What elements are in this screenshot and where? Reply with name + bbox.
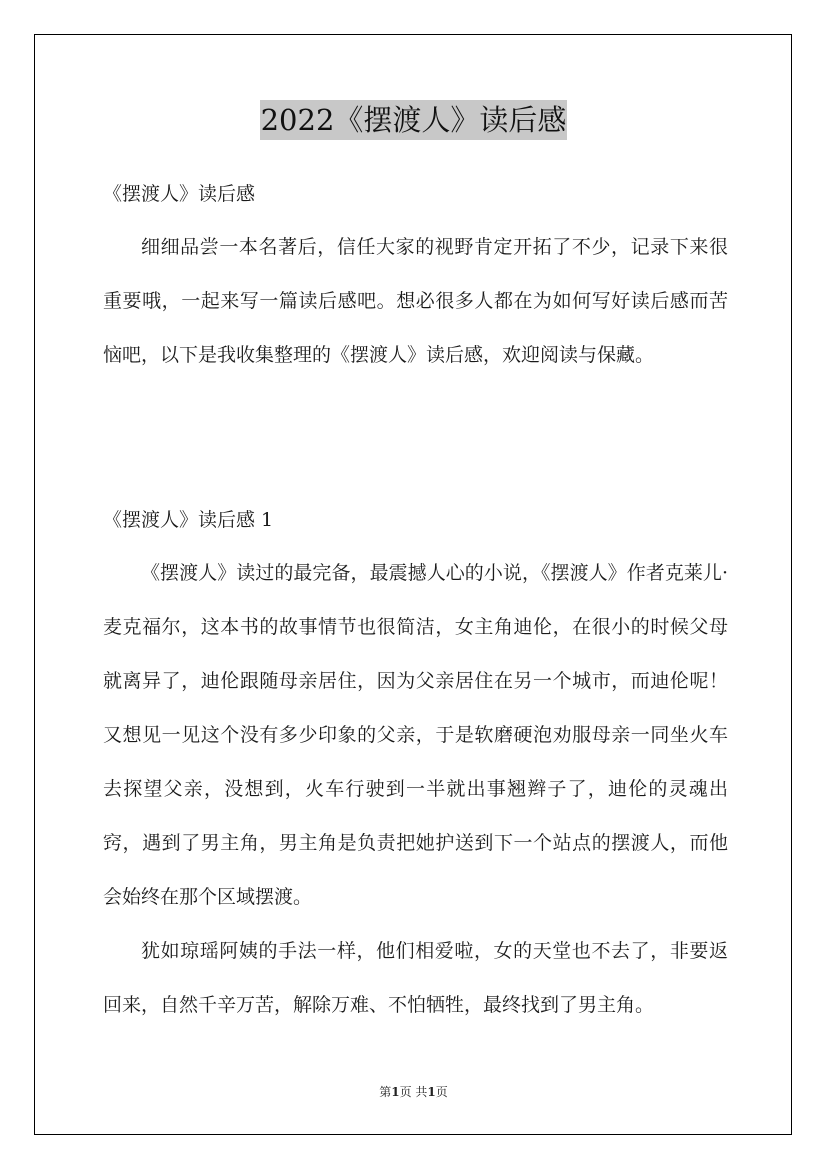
footer-page-current: 1: [391, 1085, 400, 1099]
footer-prefix: 第: [379, 1085, 392, 1099]
page-footer: [0, 1083, 827, 1100]
section1-paragraph-2: 犹如琼瑶阿姨的手法一样，他们相爱啦，女的天堂也不去了，非要返回来，自然千辛万苦，解除万难、不怕牺牲，最终找到了男主角。: [103, 940, 728, 1016]
intro-heading: 《摆渡人》读后感: [103, 183, 256, 205]
document-title: 2022《摆渡人》读后感: [260, 100, 568, 140]
title-container: [0, 100, 827, 140]
section1-heading: 《摆渡人》读后感 1: [103, 509, 274, 531]
section1-paragraph-1: 《摆渡人》读过的最完备，最震撼人心的小说，《摆渡人》作者克莱儿·麦克福尔，这本书的故事情节也很简洁，女主角迪伦，在很小的时候父母就离异了，迪伦跟随母亲居住，因为父亲居住在另一个城市，而迪伦呢！又想见一见这个没有多少印象的父亲，于是软磨硬泡劝服母亲一同坐火车去探望父亲，没想到，火车行驶到一半就出事翘辫子了，迪伦的灵魂出窍，遇到了男主角，男主角是负责把她护送到下一个站点的摆渡人，而他会始终在那个区域摆渡。: [103, 562, 728, 908]
footer-page-total: 1: [427, 1085, 436, 1099]
footer-mid: 页 共: [399, 1085, 428, 1099]
footer-suffix: 页: [435, 1085, 448, 1099]
intro-paragraph: 细细品尝一本名著后，信任大家的视野肯定开拓了不少，记录下来很重要哦，一起来写一篇读后感吧。想必很多人都在为如何写好读后感而苦恼吧，以下是我收集整理的《摆渡人》读后感，欢迎阅读与保藏。: [103, 236, 728, 366]
